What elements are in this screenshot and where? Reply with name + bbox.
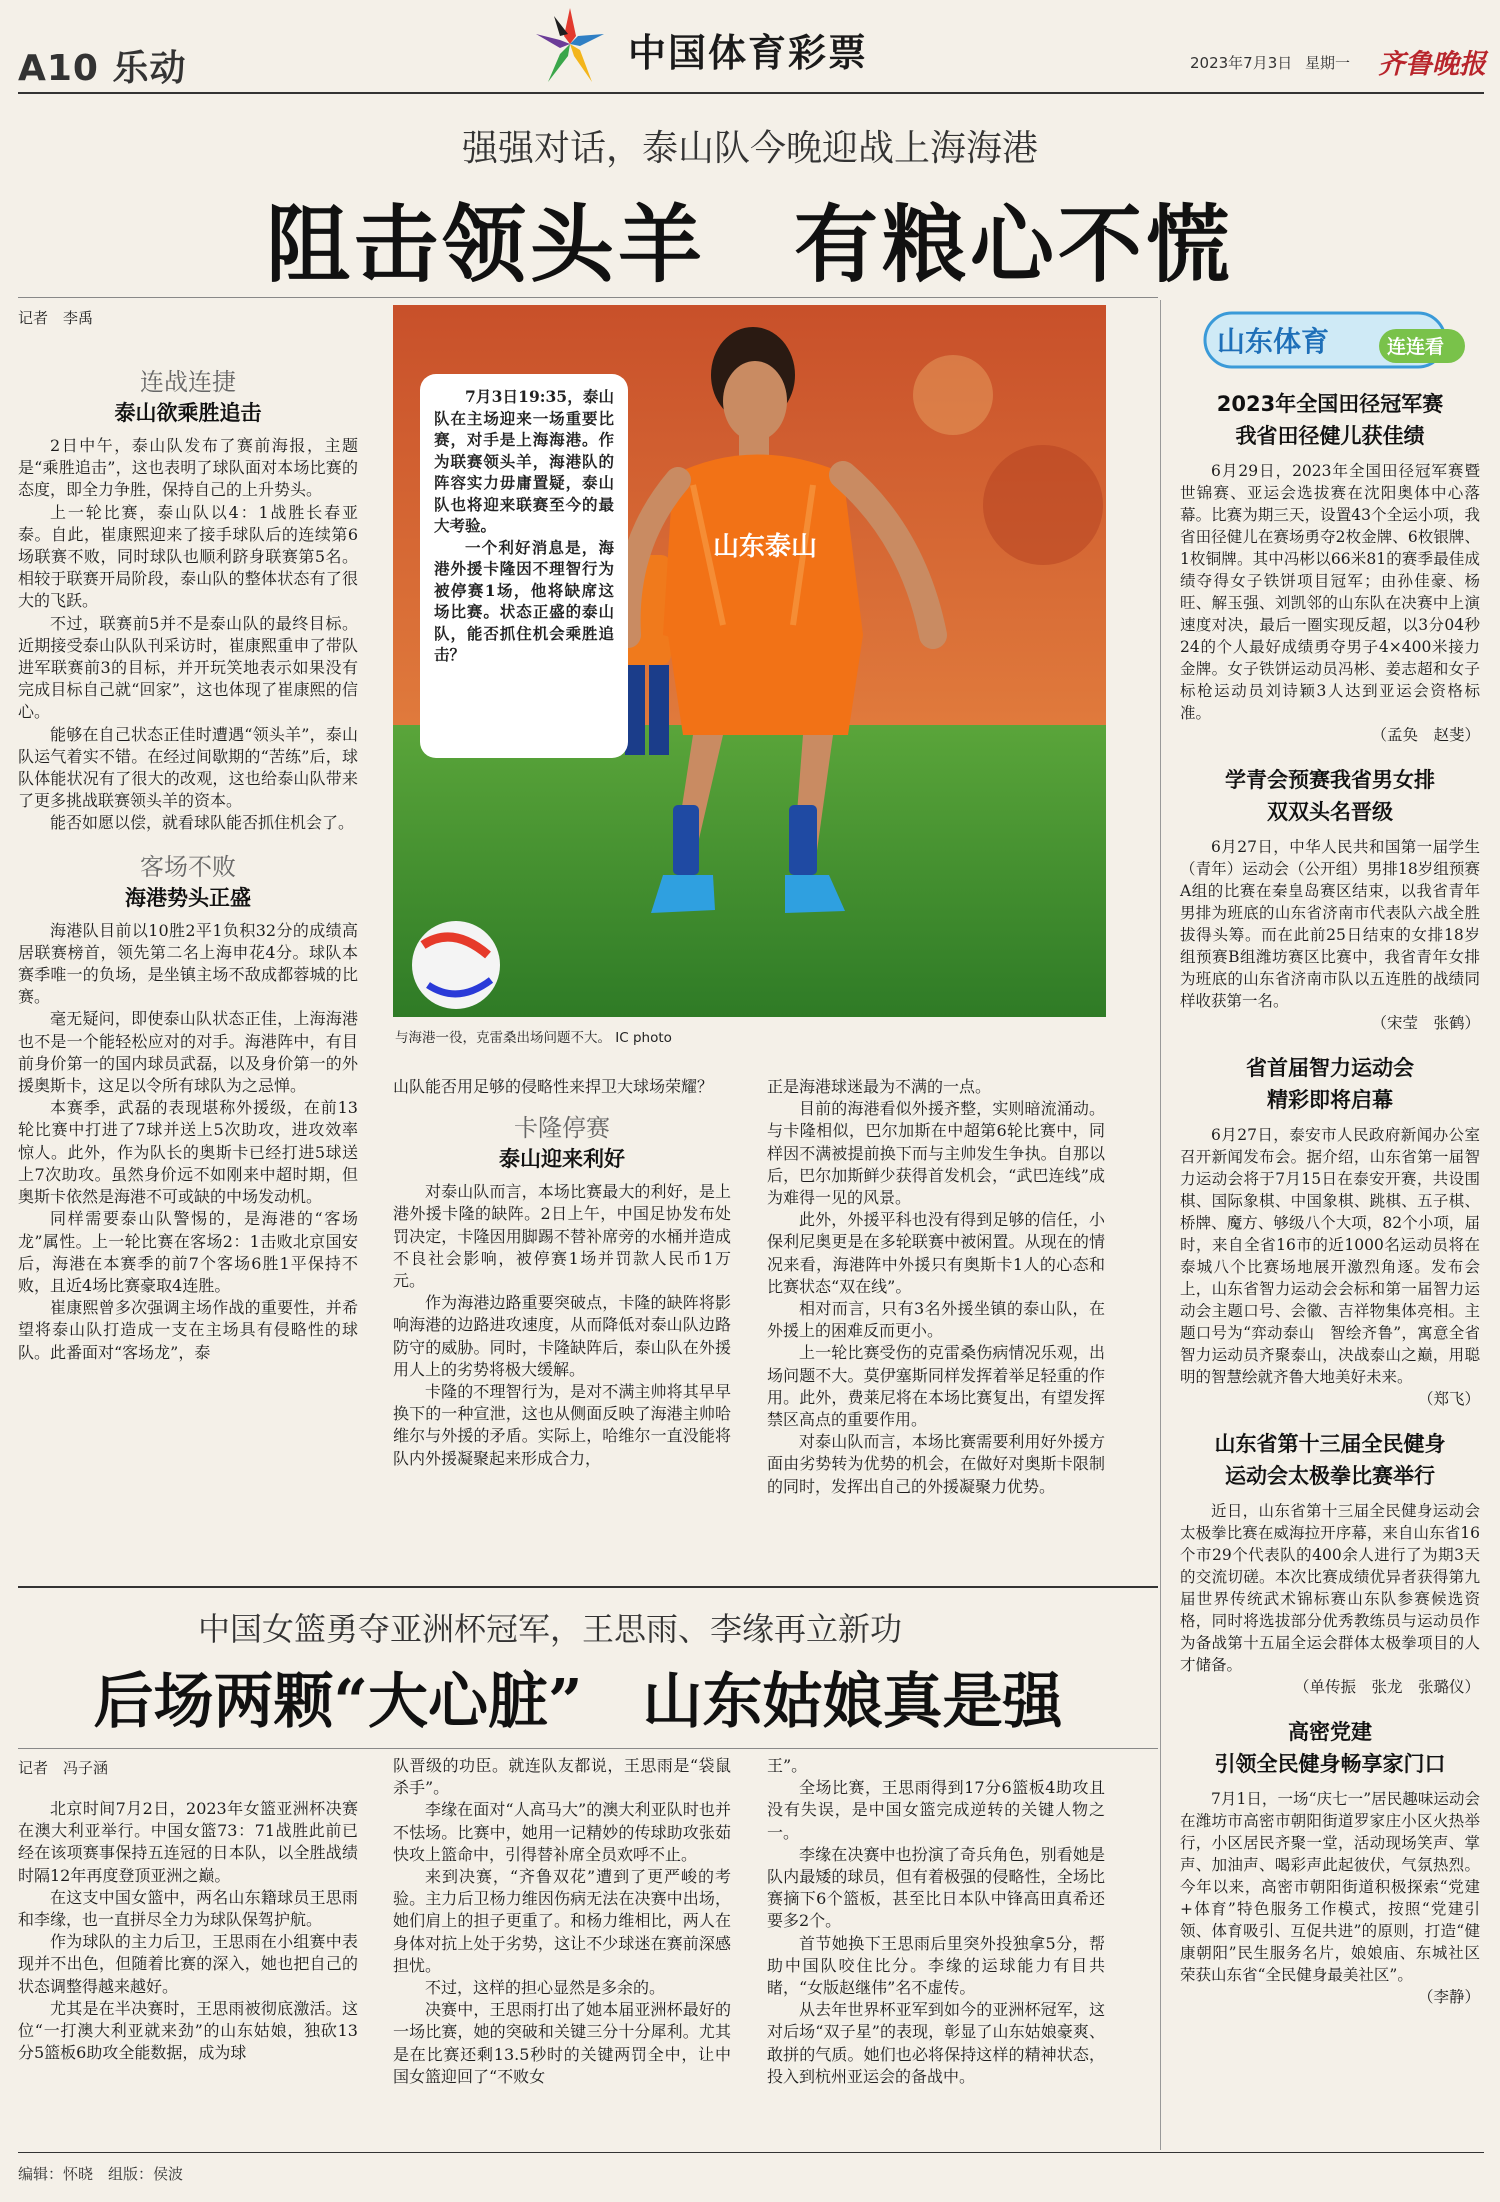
pullquote-paragraph: 一个利好消息是，海港外援卡隆因不理智行为被停赛1场，他将缺席这场比赛。状态正盛的泰山队，能否抓住机会乘胜追击？ xyxy=(434,537,614,664)
story1-top-rule xyxy=(18,297,1158,298)
story1-byline: 记者 李禹 xyxy=(18,309,94,327)
story2-column2 xyxy=(393,1755,731,2088)
story1-column1 xyxy=(18,362,358,1364)
paragraph: 正是海港球迷最为不满的一点。 xyxy=(767,1077,992,1096)
lottery-banner xyxy=(530,4,1010,88)
paragraph: 卡隆的不理智行为，是对不满主帅将其早早换下的一种宣泄，这也从侧面反映了海港主帅哈维尔与外援的矛盾。实际上，哈维尔一直没能将队内外援凝聚起来形成合力， xyxy=(393,1382,731,1468)
paragraph: 李缘在决赛中也扮演了奇兵角色，别看她是队内最矮的球员，但有着极强的侵略性，全场比赛摘下6个篮板，甚至比日本队中锋高田真希还要多2个。 xyxy=(767,1844,1105,1931)
story2-top-rule xyxy=(18,1748,1158,1749)
sidebar-item-credit: （单传振 张龙 张璐仪） xyxy=(1293,1678,1480,1696)
sidebar-item-title xyxy=(1180,388,1480,452)
title-line: 学青会预赛我省男女排 xyxy=(1225,768,1435,792)
section3-body xyxy=(393,1181,731,1470)
paragraph: 全场比赛，王思雨得到17分6篮板4助攻且没有失误，是中国女篮完成逆转的关键人物之一。 xyxy=(767,1778,1105,1842)
badge-background xyxy=(1203,307,1469,373)
paragraph: 不过，联赛前5并不是泰山队的最终目标。近期接受泰山队队刊采访时，崔康熙重申了带队进军联赛前3的目标，并开玩笑地表示如果没有完成目标自己就“回家”，这也体现了崔康熙的信心。 xyxy=(18,613,358,722)
paragraph: 目前的海港看似外援齐整，实则暗流涌动。与卡隆相似，巴尔加斯在中超第6轮比赛中，同样因不满被提前换下而与主帅发生争执。自那以后，巴尔加斯鲜少获得首发机会，“武巴连线”成为难得一见的风景。 xyxy=(767,1099,1105,1208)
paragraph: 海港队目前以10胜2平1负积32分的成绩高居联赛榜首，领先第二名上海申花4分。球队本赛季唯一的负场，是坐镇主场不敌成都蓉城的比赛。 xyxy=(18,920,358,1007)
paragraph: 同样需要泰山队警惕的，是海港的“客场龙”属性。上一轮比赛在客场2：1击败北京国安后，海港在本赛季的前7个客场6胜1平保持不败，且近4场比赛豪取4连胜。 xyxy=(18,1209,358,1295)
title-line: 双双头名晋级 xyxy=(1267,800,1393,824)
paragraph: 在这支中国女篮中，两名山东籍球员王思雨和李缘，也一直拼尽全力为球队保驾护航。 xyxy=(18,1887,358,1930)
paragraph: 2日中午，泰山队发布了赛前海报，主题是“乘胜追击”，这也表明了球队面对本场比赛的态度，即全力争胜，保持自己的上升势头。 xyxy=(18,436,358,500)
paragraph: 来到决赛，“齐鲁双花”遭到了更严峻的考验。主力后卫杨力维因伤病无法在决赛中出场，她们肩上的担子更重了。和杨力维相比，两人在身体对抗上处于劣势，这让不少球迷在赛前深感担忧。 xyxy=(393,1867,731,1975)
lottery-name: 中国体育彩票 xyxy=(628,31,869,75)
paragraph: 6月29日，2023年全国田径冠军赛暨世锦赛、亚运会选拔赛在沈阳奥体中心落幕。比赛为期三天，设置43个全运小项，我省田径健儿在赛场勇夺2枚金牌、6枚银牌、1枚铜牌。其中冯彬以66米81的赛季最佳成绩夺得女子铁饼项目冠军；由孙佳豪、杨旺、解玉强、刘凯邻的山东队在决赛中上演速度对决，最后一圈实现反超，以3分04秒24的个人最好成绩勇夺男子4×400米接力金牌。女子铁饼运动员冯彬、姜志超和女子标枪运动员刘诗颖3人达到亚运会资格标准。 xyxy=(1180,462,1480,722)
paragraph: 王”。 xyxy=(767,1756,808,1775)
sidebar-item-title xyxy=(1180,1716,1480,1780)
paragraph: 此外，外援平科也没有得到足够的信任，小保利尼奥更是在多轮联赛中被闲置。从现在的情况来看，海港阵中外援只有奥斯卡1人的心态和比赛状态“双在线”。 xyxy=(767,1210,1105,1296)
section3-subtitle: 泰山迎来利好 xyxy=(499,1147,625,1172)
badge-tag: 连连看 xyxy=(1387,336,1445,358)
paragraph: 能够在自己状态正佳时遭遇“领头羊”，泰山队运气着实不错。在经过间歇期的“苦练”后，球队体能状况有了很大的改观，这也给泰山队带来了更多挑战联赛领头羊的资本。 xyxy=(18,724,358,811)
sidebar-list xyxy=(1180,388,1480,2008)
paragraph: 相对而言，只有3名外援坐镇的泰山队，在外援上的困难反而更小。 xyxy=(767,1299,1105,1341)
paragraph: 队晋级的功臣。就连队友都说，王思雨是“袋鼠杀手”。 xyxy=(393,1756,731,1798)
paragraph: 对泰山队而言，本场比赛最大的利好，是上港外援卡隆的缺阵。2日上午，中国足协发布处罚决定，卡隆因用脚踢不替补席旁的水桶并造成不良社会影响，被停赛1场并罚款人民币1万元。 xyxy=(393,1182,731,1291)
paragraph: 对泰山队而言，本场比赛需要利用好外援方面由劣势转为优势的机会，在做好对奥斯卡限制的同时，发挥出自己的外援凝聚力优势。 xyxy=(767,1432,1105,1496)
paragraph: 毫无疑问，即使泰山队状态正佳，上海海港也不是一个能轻松应对的对手。海港阵中，有目前身价第一的国内球员武磊，以及身价第一的外援奥斯卡，这足以令所有球队为之忌惮。 xyxy=(18,1009,358,1096)
paragraph: 6月27日，中华人民共和国第一届学生（青年）运动会（公开组）男排18岁组预赛A组的比赛在秦皇岛赛区结束，以我省青年男排为班底的山东省济南市代表队六战全胜拔得头筹。而在此前25日结束的女排18岁组预赛B组潍坊赛区比赛中，我省青年女排为班底的山东省济南市队以五连胜的战绩同样收获第一名。 xyxy=(1180,838,1480,1010)
sidebar-item-body xyxy=(1180,836,1480,1034)
paragraph: 上一轮比赛，泰山队以4：1战胜长春亚泰。自此，崔康熙迎来了接手球队后的连续第6场联赛不败，同时球队也顺利跻身联赛第5名。相较于联赛开局阶段，泰山队的整体状态有了很大的飞跃。 xyxy=(18,502,358,611)
title-line: 省首届智力运动会 xyxy=(1246,1056,1414,1080)
footer-rule xyxy=(18,2152,1484,2153)
paragraph: 作为海港边路重要突破点，卡隆的缺阵将影响海港的边路进攻速度，从而降低对泰山队边路防守的威胁。同时，卡隆缺阵后，泰山队在外援用人上的劣势将极大缓解。 xyxy=(393,1293,731,1379)
title-line: 引领全民健身畅享家门口 xyxy=(1214,1752,1446,1776)
story2-kicker: 中国女篮勇夺亚洲杯冠军，王思雨、李缘再立新功 xyxy=(197,1610,902,1648)
pullquote-box xyxy=(420,374,628,758)
sidebar-item-title xyxy=(1180,764,1480,828)
sidebar-item-title xyxy=(1180,1428,1480,1492)
paragraph: 李缘在面对“人高马大”的澳大利亚队时也并不怯场。比赛中，她用一记精妙的传球助攻张茹快攻上篮命中，引得替补席全员欢呼不止。 xyxy=(393,1800,731,1864)
story1-column3 xyxy=(767,1076,1105,1498)
jersey-text: 山东泰山 xyxy=(713,532,818,562)
photo-caption: 与海港一役，克雷桑出场问题不大。 IC photo xyxy=(395,1030,672,1046)
title-line: 运动会太极拳比赛举行 xyxy=(1225,1464,1435,1488)
sidebar-badge xyxy=(1203,307,1469,373)
section1-title: 连战连捷 xyxy=(140,368,236,396)
section2-body xyxy=(18,920,358,1364)
title-line: 山东省第十三届全民健身 xyxy=(1214,1432,1446,1456)
paragraph: 作为球队的主力后卫，王思雨在小组赛中表现并不出色，但随着比赛的深入，她也把自己的状态调整得越来越好。 xyxy=(18,1932,358,1996)
title-line: 精彩即将启幕 xyxy=(1267,1088,1393,1112)
sidebar-item-title xyxy=(1180,1052,1480,1116)
masthead-divider xyxy=(18,92,1484,94)
sidebar-item-body xyxy=(1180,1788,1480,2008)
paragraph: 尤其是在半决赛时，王思雨被彻底激活。这位“一打澳大利亚就来劲”的山东姑娘，独砍13分5篮板6助攻全能数据，成为球 xyxy=(18,1998,358,2063)
story1-column2 xyxy=(393,1076,731,1470)
sidebar-divider xyxy=(1160,300,1161,2150)
section1-body xyxy=(18,435,358,835)
sidebar-item-body xyxy=(1180,1124,1480,1410)
paragraph: 上一轮比赛受伤的克雷桑伤病情况乐观，出场问题不大。莫伊塞斯同样发挥着举足轻重的作用。此外，费莱尼将在本场比赛复出，有望发挥禁区高点的重要作用。 xyxy=(767,1343,1105,1430)
sidebar-item-credit: （李静） xyxy=(1417,1988,1480,2006)
title-line: 高密党建 xyxy=(1288,1720,1372,1744)
paragraph: 从去年世界杯亚军到如今的亚洲杯冠军，这对后场“双子星”的表现，彰显了山东姑娘豪爽、敢拼的气质。她们也必将保持这样的精神状态，投入到杭州亚运会的备战中。 xyxy=(767,2000,1105,2086)
sidebar-item xyxy=(1180,764,1480,1034)
paragraph: 不过，这样的担心显然是多余的。 xyxy=(425,1978,666,1998)
footer-editor: 编辑：怀晓 组版：侯波 xyxy=(18,2165,184,2183)
section2-title: 客场不败 xyxy=(140,852,236,881)
sidebar-item-body xyxy=(1180,1500,1480,1698)
story2-column1 xyxy=(18,1798,358,2064)
paragraph: 决赛中，王思雨打出了她本届亚洲杯最好的一场比赛，她的突破和关键三分十分犀利。尤其是在比赛还剩13.5秒时的关键两罚全中，让中国女篮迎回了“不败女 xyxy=(393,2000,731,2086)
sidebar-item xyxy=(1180,1428,1480,1698)
paragraph: 本赛季，武磊的表现堪称外援级，在前13轮比赛中打进了7球并送上5次助攻，进攻效率惊人。此外，作为队长的奥斯卡已经打进5球送上7次助攻。虽然身价远不如刚来中超时期，但奥斯卡依然是海港不可或缺的中场发动机。 xyxy=(18,1098,358,1207)
sidebar-item xyxy=(1180,1052,1480,1410)
paragraph: 北京时间7月2日，2023年女篮亚洲杯决赛在澳大利亚举行。中国女篮73：71战胜此前已经在该项赛事保持五连冠的日本队，以全胜战绩时隔12年再度登顶亚洲之巅。 xyxy=(18,1799,358,1885)
story2-headline: 后场两颗“大心脏” 山东姑娘真是强 xyxy=(93,1667,1063,1737)
story1-headline: 阻击领头羊 有粮心不慌 xyxy=(265,195,1234,294)
paragraph: 山队能否用足够的侵略性来捍卫大球场荣耀？ xyxy=(393,1077,714,1096)
title-line: 我省田径健儿获佳绩 xyxy=(1235,424,1425,448)
issue-date: 2023年7月3日 xyxy=(1190,54,1293,72)
story-divider xyxy=(18,1586,1158,1588)
sidebar-item-body xyxy=(1180,460,1480,746)
paragraph: 7月1日，一场“庆七一”居民趣味运动会在潍坊市高密市朝阳街道罗家庄小区火热举行，小区居民齐聚一堂，活动现场笑声、掌声、加油声、喝彩声此起彼伏，气氛热烈。今年以来，高密市朝阳街道积极探索“党建+体育”特色服务工作模式，按照“党建引领、体育吸引、互促共进”的原则，打造“健康朝阳”民生服务名片，娘娘庙、东城社区荣获山东省“全民健身最美社区”。 xyxy=(1180,1790,1480,1984)
paragraph: 首节她换下王思雨后里突外投独拿5分，帮助中国队咬住比分。李缘的运球能力有目共睹，“女版赵继伟”名不虚传。 xyxy=(767,1933,1105,1998)
page-label: A10 乐动 xyxy=(18,48,187,89)
issue-weekday: 星期一 xyxy=(1305,54,1351,72)
pullquote-paragraph: 7月3日19:35，泰山队在主场迎来一场重要比赛，对手是上海海港。作为联赛领头羊，海港队的阵容实力毋庸置疑，泰山队也将迎来联赛至今的最大考验。 xyxy=(434,387,614,535)
lottery-star-logo-icon xyxy=(530,4,610,88)
column2-lead xyxy=(393,1076,731,1098)
newspaper-name: 齐鲁晚报 xyxy=(1378,49,1486,80)
section2-subtitle: 海港势头正盛 xyxy=(125,885,251,910)
paragraph: 能否如愿以偿，就看球队能否抓住机会了。 xyxy=(50,813,355,833)
story2-byline: 记者 冯子涵 xyxy=(18,1759,109,1777)
section3-title: 卡隆停赛 xyxy=(514,1114,610,1143)
paragraph: 6月27日，泰安市人民政府新闻办公室召开新闻发布会。据介绍，山东省第一届智力运动会将于7月15日在泰安开赛，共设围棋、国际象棋、中国象棋、跳棋、五子棋、桥牌、魔方、够级八个大项，82个小项，届时，来自全省16市的近1000名运动员将在泰城八个比赛场地展开激烈角逐。发布会上，山东省智力运动会会标和第一届智力运动会主题口号、会徽、吉祥物集体亮相。主题口号为“弈动泰山 智绘齐鲁”，寓意全省智力运动员齐聚泰山，决战泰山之巅，用聪明的智慧绘就齐鲁大地美好未来。 xyxy=(1180,1126,1480,1386)
sidebar-item-credit: （郑飞） xyxy=(1417,1390,1480,1408)
sidebar-item-credit: （宋莹 张鹤） xyxy=(1371,1014,1480,1032)
story2-column3 xyxy=(767,1755,1105,2088)
badge-title: 山东体育 xyxy=(1217,325,1330,358)
paragraph: 近日，山东省第十三届全民健身运动会太极拳比赛在威海拉开序幕，来自山东省16个市29个代表队的400余人进行了为期3天的交流切磋。本次比赛成绩优异者获得第九届世界传统武术锦标赛山东队参赛候选资格，同时将选拔部分优秀教练员与运动员作为备战第十五届全运会群体太极拳项目的人才储备。 xyxy=(1180,1502,1480,1674)
title-line: 2023年全国田径冠军赛 xyxy=(1216,392,1444,416)
paragraph: 崔康熙曾多次强调主场作战的重要性，并希望将泰山队打造成一支在主场具有侵略性的球队。此番面对“客场龙”，泰 xyxy=(18,1298,358,1362)
sidebar-item xyxy=(1180,1716,1480,2008)
story1-kicker: 强强对话，泰山队今晚迎战上海海港 xyxy=(461,128,1038,169)
sidebar-item-credit: （孟奂 赵斐） xyxy=(1371,726,1480,744)
section1-subtitle: 泰山欲乘胜追击 xyxy=(114,401,262,425)
sidebar-item xyxy=(1180,388,1480,746)
